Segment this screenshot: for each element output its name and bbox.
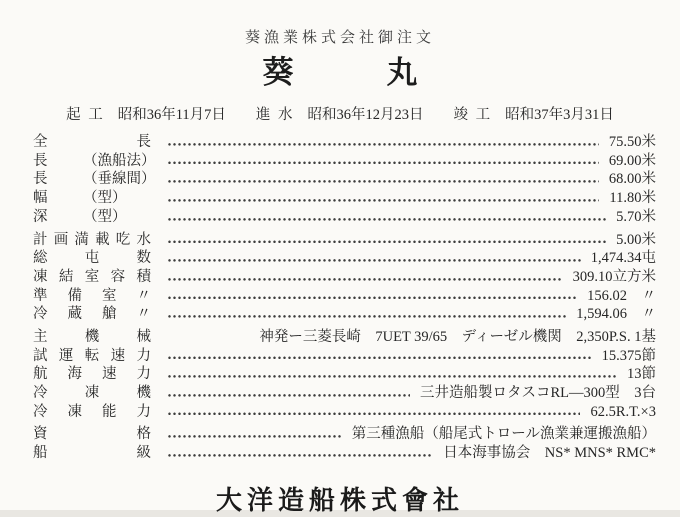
spec-label-main: 冷 蔵 艙 〃: [33, 306, 151, 323]
dot-leader: [167, 425, 342, 444]
order-line: 葵漁業株式会社御注文: [244, 30, 435, 46]
dot-leader: [167, 249, 581, 268]
spec-label: [33, 305, 151, 324]
ship-name-title: 葵 丸: [262, 55, 418, 90]
spec-label-main: 計 画 満 載 吃 水: [33, 231, 151, 248]
spec-label-main: 全 長: [33, 134, 151, 151]
spec-row: [33, 403, 656, 422]
spec-label-main: 長: [33, 152, 48, 169]
keel-laying-label: 起 工: [66, 107, 105, 124]
spec-label: [33, 287, 151, 306]
spec-label: [33, 444, 151, 463]
spec-label-main: 航 海 速 力: [33, 366, 151, 383]
spec-label-main: 幅: [33, 190, 48, 207]
spec-label: [33, 170, 156, 189]
dot-leader: [167, 189, 599, 208]
spec-value: 68.00米: [608, 171, 656, 188]
spec-label: [33, 365, 151, 384]
spec-value: 309.10立方米: [572, 268, 656, 285]
spec-label: [33, 384, 151, 403]
spec-row: [33, 328, 656, 347]
spec-label-main: 総 屯 数: [33, 250, 151, 267]
dot-leader: [167, 403, 580, 422]
spec-value: 62.5R.T.×3: [590, 403, 656, 420]
spec-label: [33, 268, 151, 287]
spec-row: [33, 189, 656, 208]
dot-leader: [167, 268, 563, 287]
keel-laying-date: 昭和36年11月7日: [117, 107, 226, 124]
spec-label: [33, 231, 151, 250]
spec-label: [33, 133, 151, 152]
construction-dates: [0, 103, 680, 124]
launch-label: 進 水: [255, 107, 295, 124]
spec-label-main: 準 備 室 〃: [33, 287, 151, 304]
spec-row: [33, 305, 656, 324]
dot-leader: [167, 170, 599, 189]
spec-row: [33, 365, 656, 384]
spec-value: 75.50米: [608, 134, 656, 151]
launch: [256, 103, 424, 124]
dot-leader: [167, 347, 592, 366]
spec-row: [33, 133, 656, 152]
spec-row: [33, 208, 656, 227]
spec-value: 5.70米: [616, 208, 656, 225]
keel-laying: [66, 103, 226, 124]
spec-value: 11.80米: [609, 190, 656, 207]
completion-date: 昭和37年3月31日: [505, 107, 614, 124]
spec-value: 第三種漁船（船尾式トロール漁業兼運搬漁船）: [351, 426, 656, 443]
dot-leader: [167, 287, 577, 306]
dot-leader: [167, 384, 410, 403]
spec-label: [33, 152, 156, 171]
dot-leader: [167, 444, 433, 463]
spec-table: [0, 133, 680, 463]
spec-label-qualifier: （漁船法）: [83, 152, 156, 169]
spec-row: [33, 170, 656, 189]
spec-label: [33, 249, 151, 268]
dot-leader: [167, 133, 599, 152]
dot-leader: [167, 365, 617, 384]
spec-value: 15.375節: [601, 347, 656, 364]
completion: [454, 103, 614, 124]
spec-value: 5.00米: [616, 231, 656, 248]
spec-row: [33, 268, 656, 287]
spec-label-main: 長: [33, 171, 48, 188]
spec-value: 1,594.06 〃: [576, 306, 656, 323]
spec-value: 日本海事協会 NS* MNS* RMC*: [443, 445, 656, 462]
spec-label-main: 冷 凍 能 力: [33, 403, 151, 420]
dot-leader: [167, 208, 606, 227]
spec-value: 三井造船製ロタスコRL―300型 3台: [419, 385, 656, 402]
completion-label: 竣 工: [453, 107, 493, 124]
spec-label-main: 冷 凍 機: [33, 385, 151, 402]
spec-value: 神発ー三菱長崎 7UET 39/65 ディーゼル機関 2,350P.S. 1基: [259, 328, 656, 345]
spec-value: 13節: [627, 366, 656, 383]
spec-label: [33, 403, 151, 422]
spec-row: [33, 347, 656, 366]
spec-label-qualifier: （型）: [83, 190, 127, 207]
spec-label: [33, 425, 151, 444]
spec-row: [33, 231, 656, 250]
spec-label-qualifier: （垂線間）: [83, 171, 156, 188]
spec-row: [33, 249, 656, 268]
spec-label: [33, 189, 151, 208]
spec-row: [33, 444, 656, 463]
spec-label-main: 船 級: [33, 445, 151, 462]
dot-leader: [167, 305, 566, 324]
spec-row: [33, 152, 656, 171]
spec-value: 1,474.34屯: [590, 250, 656, 267]
spec-value: 156.02 〃: [587, 287, 656, 304]
spec-row: [33, 384, 656, 403]
spec-label: [33, 347, 151, 366]
dot-leader: [167, 152, 599, 171]
dot-leader: [167, 231, 606, 250]
spec-label-main: 資 格: [33, 426, 151, 443]
spec-row: [33, 287, 656, 306]
spec-label-main: 試 運 転 速 力: [33, 347, 151, 364]
spec-label-main: 深: [33, 208, 48, 225]
spec-label-main: 主 機 械: [33, 328, 151, 345]
spec-label-main: 凍 結 室 容 積: [33, 268, 151, 285]
spec-label: [33, 328, 151, 347]
dot-leader: [167, 328, 249, 347]
spec-label: [33, 208, 151, 227]
spec-label-qualifier: （型）: [83, 208, 127, 225]
builder-name: 大洋造船株式會社: [215, 485, 464, 515]
spec-row: [33, 425, 656, 444]
spec-value: 69.00米: [608, 152, 656, 169]
launch-date: 昭和36年12月23日: [307, 107, 424, 124]
